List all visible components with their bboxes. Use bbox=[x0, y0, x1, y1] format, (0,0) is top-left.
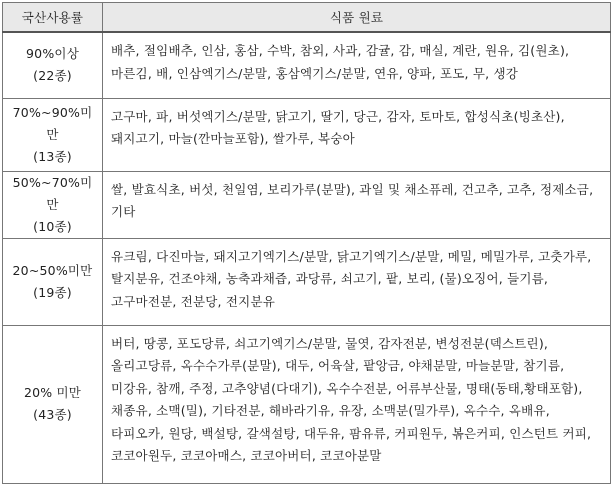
table-row bbox=[3, 32, 611, 98]
rate-cell bbox=[3, 98, 103, 171]
table-header-row bbox=[3, 3, 611, 33]
rate-range: 90%이상 bbox=[26, 46, 79, 62]
rate-count: (19종) bbox=[33, 284, 72, 300]
rate-count: (43종) bbox=[33, 407, 72, 422]
ingredients-cell: 고구마, 파, 버섯엑기스/분말, 닭고기, 딸기, 당근, 감자, 토마토, 합성식초(빙초산), 돼지고기, 마늘(깐마늘포함), 쌀가루, 복숭아 bbox=[103, 98, 611, 171]
rate-count: (13종) bbox=[33, 148, 72, 164]
rate-count: (22종) bbox=[33, 68, 72, 84]
rate-cell bbox=[3, 171, 103, 238]
header-ingredients: 식품 원료 bbox=[103, 3, 611, 33]
ingredients-cell: 배추, 절임배추, 인삼, 홍삼, 수박, 참외, 사과, 감귤, 감, 매실, 계란, 원유, 김(원초), 마른김, 배, 인삼엑기스/분말, 홍삼엑기스/분말, 연유, 양파, 포도, 무, 생강 bbox=[103, 32, 611, 98]
ingredients-cell: 쌀, 발효식초, 버섯, 천일염, 보리가루(분말), 과일 및 채소퓨레, 건고추, 고추, 정제소금, 기타 bbox=[103, 171, 611, 238]
rate-cell bbox=[3, 238, 103, 325]
rate-range: 70%~90%미만 bbox=[12, 104, 93, 142]
rate-cell bbox=[3, 325, 103, 483]
table-row bbox=[3, 98, 611, 171]
rate-range: 20~50%미만 bbox=[12, 262, 93, 278]
table-row bbox=[3, 325, 611, 483]
header-rate: 국산사용률 bbox=[3, 3, 103, 33]
rate-range: 20% 미만 bbox=[23, 385, 82, 400]
table-row bbox=[3, 238, 611, 325]
ingredient-table bbox=[2, 2, 611, 484]
ingredients-cell: 유크림, 다진마늘, 돼지고기엑기스/분말, 닭고기엑기스/분말, 메밀, 메밀가루, 고춧가루, 탈지분유, 건조야채, 농축과채즙, 과당류, 쇠고기, 팥, 보리, (물)오징어, 들기름, 고구마전분, 전분당, 전지분유 bbox=[103, 238, 611, 325]
rate-cell bbox=[3, 32, 103, 98]
rate-range: 50%~70%미만 bbox=[12, 174, 93, 212]
ingredients-cell: 버터, 땅콩, 포도당류, 쇠고기엑기스/분말, 물엿, 감자전분, 변성전분(덱스트린), 올리고당류, 옥수수가루(분말), 대두, 어육살, 팥앙금, 야채분말, 마늘분말, 참기름, 미강유, 참깨, 주정, 고추양념(다대기), 옥수수전분, 어류부산물, 명태(동태,황태포함), 채종유, 소맥(밀), 기타전분, 해바라기유, 유장, 소맥분(밀가루), 옥수수, 옥배유, 타피오카, 원당, 백설탕, 갈색설탕, 대두유, 팜유류, 커피원두, 볶은커피, 인스턴트 커피, 코코아원두, 코코아매스, 코코아버터, 코코아분말 bbox=[103, 325, 611, 483]
table-row bbox=[3, 171, 611, 238]
rate-count: (10종) bbox=[33, 218, 72, 234]
